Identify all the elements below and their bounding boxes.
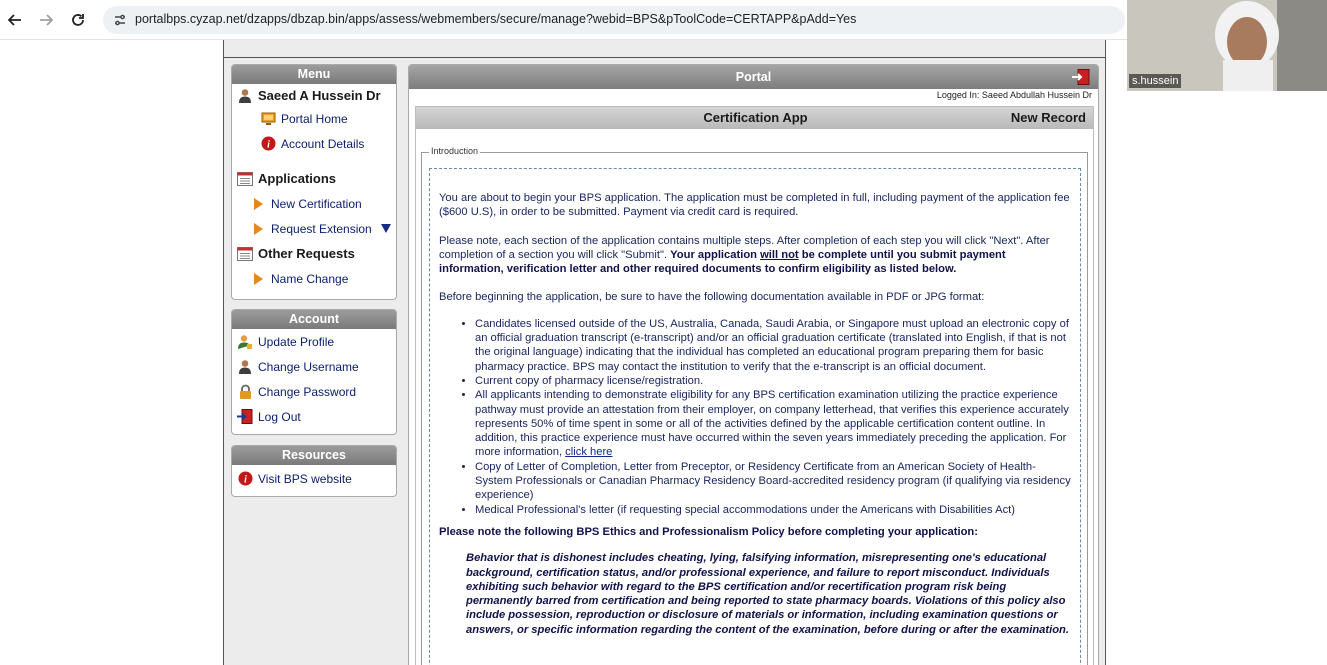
- app-header: [416, 107, 1093, 129]
- request-extension-link[interactable]: [237, 216, 396, 241]
- reload-button[interactable]: [67, 9, 89, 31]
- video-call-thumbnail: [1127, 0, 1327, 91]
- svg-text:i: i: [243, 474, 247, 486]
- logged-in-status: Logged In: Saeed Abdullah Hussein Dr: [936, 90, 1092, 100]
- request-extension-label: Request Extension: [271, 221, 372, 236]
- back-arrow-icon: [8, 13, 22, 27]
- back-button[interactable]: [4, 9, 26, 31]
- click-here-link[interactable]: click here: [565, 446, 613, 459]
- log-out-link[interactable]: [237, 404, 396, 429]
- list-icon: [237, 246, 253, 262]
- resources-panel: [231, 445, 397, 497]
- steps-text: Please note, each section of the application contains multiple steps. After completion of each step you will click "Next". After completion of a section you will click "Submit".: [439, 234, 1050, 261]
- forward-arrow-icon: [39, 13, 53, 27]
- steps-paragraph: [439, 234, 1071, 277]
- introduction-legend: Introduction: [431, 146, 479, 156]
- address-bar[interactable]: [103, 6, 1125, 34]
- logout-icon: [237, 409, 253, 425]
- app-title: Certification App: [703, 110, 808, 125]
- list-item: • Medical Professional's letter (if requesting special accommodations under the Americans with Disabilities Act): [475, 503, 1071, 517]
- site-settings-icon[interactable]: [113, 13, 127, 27]
- user-icon: [237, 359, 253, 375]
- menu-panel: [231, 64, 397, 300]
- name-change-label: Name Change: [271, 271, 349, 286]
- documents-list: [475, 317, 1071, 517]
- menu-title: Menu: [232, 65, 396, 84]
- record-status: New Record: [1010, 110, 1086, 125]
- participant-name: s.hussein: [1129, 74, 1181, 88]
- forward-button[interactable]: [35, 9, 57, 31]
- list-item: • Candidates licensed outside of the US, Australia, Canada, Saudi Arabia, or Singapore must upload an electronic copy of an official graduation transcript (e-transcript) and/or an official graduation certificate (translated into English, if that is not the original language) indicating that the individual has completed an educational program preparing them for basic pharmacy practice. BPS may contact the institution to verify that the e-transcript is an official document.: [475, 317, 1071, 374]
- intro-paragraph: You are about to begin your BPS application. The application must be completed in full, including payment of the application fee ($600 U.S), in order to be submitted. Payment via credit card is required.: [439, 192, 1070, 219]
- introduction-fieldset: [421, 146, 1088, 665]
- list-item-text: All applicants intending to demonstrate eligibility for any BPS certification examination utilizing the practice experience pathway must provide an attestation from their employer, on company letterhead, that verifies this experience accurately represents 50% of time spent in some or all of the activities defined by the applicable certification content outline. In addition, this practice experience must have occurred within the seven years immediately preceding the application. For more information,: [475, 389, 1069, 459]
- frame-divider: [224, 57, 1105, 58]
- new-certification-label: New Certification: [271, 196, 362, 211]
- info-icon: [237, 471, 253, 487]
- will-not-text: will not: [760, 248, 799, 261]
- user-icon: [237, 87, 253, 103]
- applications-label: Applications: [258, 171, 337, 186]
- policy-text: Behavior that is dishonest includes cheating, lying, falsifying information, misrepresenting one's educational background, certification status, and/or professional experience, and failure to report misconduct. Individuals exhibiting such behavior with regard to the BPS certification and/or recertification program risk being permanently barred from certification and being reported to state pharmacy boards. Violations of this policy also include possession, reproduction or disclosure of materials or information, including examination questions or answers, or specific information regarding the content of the examination, before during or after the examination.: [466, 552, 1069, 636]
- change-password-label: Change Password: [258, 384, 357, 399]
- user-name: Saeed A Hussein Dr: [258, 87, 381, 103]
- other-requests-header: [237, 241, 396, 266]
- list-icon: [237, 171, 253, 187]
- dropdown-triangle-icon[interactable]: [381, 224, 391, 233]
- certification-app-panel: [415, 106, 1094, 665]
- documents-paragraph: Before beginning the application, be sure to have the following documentation available in PDF or JPG format:: [439, 291, 985, 304]
- change-username-link[interactable]: [237, 354, 396, 379]
- new-certification-link[interactable]: [237, 191, 396, 216]
- warning-text-end: be complete until you submit payment information, verification letter and other required documents to confirm eligibility as listed below.: [439, 248, 1006, 276]
- reload-icon: [71, 13, 85, 27]
- resources-title: Resources: [232, 446, 396, 465]
- change-password-link[interactable]: [237, 379, 396, 404]
- svg-text:i: i: [266, 139, 270, 151]
- visit-website-link[interactable]: [237, 465, 396, 492]
- visit-website-label: Visit BPS website: [258, 471, 352, 486]
- arrow-right-icon: [250, 271, 266, 287]
- log-out-label: Log Out: [258, 409, 301, 424]
- name-change-link[interactable]: [237, 266, 396, 291]
- lock-icon: [237, 384, 253, 400]
- update-profile-label: Update Profile: [258, 334, 335, 349]
- portal-panel: [408, 64, 1099, 665]
- account-details-label: Account Details: [281, 136, 365, 151]
- list-item: • Copy of Letter of Completion, Letter from Preceptor, or Residency Certificate from an American Society of Health-System Professionals or Canadian Pharmacy Residency Board-accredited residency program (if qualifying via residency experience): [475, 460, 1071, 503]
- other-requests-label: Other Requests: [258, 246, 355, 261]
- warning-text-start: Your application: [670, 248, 761, 261]
- arrow-right-icon: [250, 196, 266, 212]
- change-username-label: Change Username: [258, 359, 359, 374]
- account-details-link[interactable]: [237, 131, 396, 156]
- account-panel: [231, 309, 397, 435]
- monitor-icon: [260, 111, 276, 127]
- list-item: • Current copy of pharmacy license/registration.: [475, 374, 1071, 388]
- list-item: [475, 388, 1071, 459]
- account-title: Account: [232, 310, 396, 329]
- portal-home-link[interactable]: [237, 106, 396, 131]
- introduction-content: [429, 168, 1081, 665]
- page-frame: [223, 40, 1106, 665]
- portal-home-label: Portal Home: [281, 111, 348, 126]
- menu-user: [237, 84, 396, 106]
- update-profile-link[interactable]: [237, 329, 396, 354]
- portal-title: Portal: [735, 70, 772, 84]
- user-edit-icon: [237, 334, 253, 350]
- info-icon: [260, 136, 276, 152]
- policy-heading: Please note the following BPS Ethics and Professionalism Policy before completing your application:: [439, 525, 978, 538]
- url-text: portalbps.cyzap.net/dzapps/dbzap.bin/apps/assess/webmembers/secure/manage?webid=BPS&pToolCode=CERTAPP&pAdd=Yes: [135, 12, 857, 26]
- applications-header: [237, 166, 396, 191]
- arrow-right-icon: [250, 221, 266, 237]
- portal-header: [409, 65, 1098, 89]
- exit-icon[interactable]: [1072, 69, 1090, 85]
